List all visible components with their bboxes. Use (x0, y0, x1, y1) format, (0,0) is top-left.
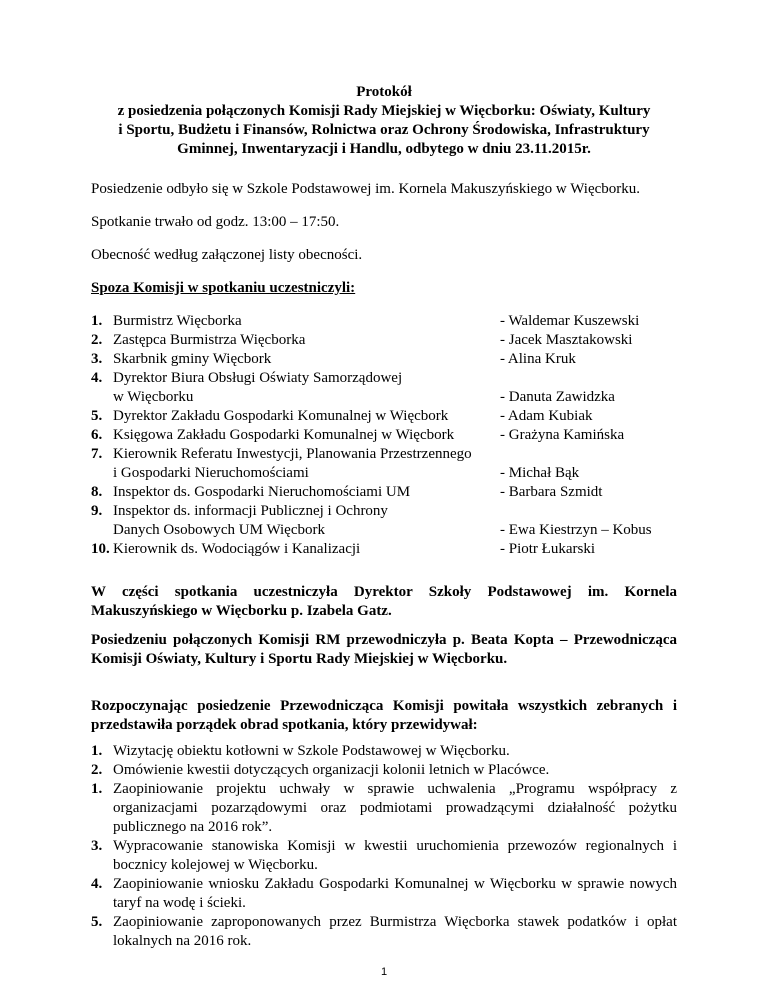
agenda-item: 5. Zaopiniowanie zaproponowanych przez Burmistrza Więcborka stawek podatków i opłat lokalnych na 2016 rok. (91, 914, 677, 949)
agenda-item: 1. Zaopiniowanie projektu uchwały w sprawie uchwalenia „Programu współpracy z organizacjami pozarządowymi oraz podmiotami prowadzącymi działalność pożytku publicznego na 2016 rok”. (91, 781, 677, 835)
meeting-location: Posiedzenie odbyło się w Szkole Podstawowej im. Kornela Makuszyńskiego w Więcborku. (91, 181, 641, 197)
agenda-item: 2. Omówienie kwestii dotyczących organizacji kolonii letnich w Placówce. (91, 762, 550, 778)
chair-note: Posiedzeniu połączonych Komisji RM przewodniczyła p. Beata Kopta – Przewodnicząca Komisji Oświaty, Kultury i Sportu Rady Miejskiej w Więcborku. (91, 632, 677, 667)
director-note: W części spotkania uczestniczyła Dyrektor Szkoły Podstawowej im. Kornela Makuszyńskiego w Więcborku p. Izabela Gatz. (91, 584, 677, 619)
attendance-note: Obecność według załączonej listy obecności. (91, 247, 363, 263)
page-number: 1 (380, 966, 388, 978)
document-subtitle-line-2: i Sportu, Budżetu i Finansów, Rolnictwa oraz Ochrony Środowiska, Infrastruktury (118, 122, 650, 138)
document-subtitle-line-3: Gminnej, Inwentaryzacji i Handlu, odbytego w dniu 23.11.2015r. (177, 141, 591, 157)
document-page: Protokół z posiedzenia połączonych Komisji Rady Miejskiej w Więcborku: Oświaty, Kultury i Sportu, Budżetu i Finansów, Rolnictwa oraz Ochrony Środowiska, Infrastruktury Gminnej, Inwentaryzacji i Handlu, odbytego w dniu 23.11.2015r. Posiedzenie odbyło się w Szkole Podstawowej im. Kornela Makuszyńskiego w Więcborku. Spotkanie trwało od godz. 13:00 – 17:50. Obecność według załączonej listy obecności. Spoza Komisji w spotkaniu uczestniczyli: 1. Burmistrz Więcborka - Waldemar Kuszewski 2. Zastępca Burmistrza Więcborka - Jacek Masztakowski 3. Skarbnik gminy Więcbork - Alina Kruk 4. Dyrektor Biura Obsługi Oświaty Samorządowej w Więcborku - Danuta Zawidzka 5. Dyrektor Zakładu Gospodarki Komunalnej w Więcbork - Adam Kubiak 6. Księgowa Zakładu Gospodarki Komunalnej w Więcbork - Grażyna Kamińska 7. Kierownik Referatu Inwestycji, Planowania Przestrzennego i Gospodarki Nieruchomościami - Michał Bąk 8. Inspektor ds. Gospodarki Nieruchomościami UM - Barbara Szmidt 9. Inspektor ds. informacji Publicznej i Ochrony Danych Osobowych UM Więcbork - Ewa Kiestrzyn – Kobus 10. Kierownik ds. Wodociągów i Kanalizacji - Piotr Łukarski W części spotkania uczestniczyła Dyrektor Szkoły Podstawowej im. Kornela Makuszyńskiego w Więcborku p. Izabela Gatz. Posiedzeniu połączonych Komisji RM przewodniczyła p. Beata Kopta – Przewodnicząca Komisji Oświaty, Kultury i Sportu Rady Miejskiej w Więcborku. Rozpoczynając posiedzenie Przewodnicząca Komisji powitała wszystkich zebranych i przedstawiła porządek obrad spotkania, który przewidywał: 1. Wizytację obiektu kotłowni w Szkole Podstawowej w Więcborku. 2. Omówienie kwestii dotyczących organizacji kolonii letnich w Placówce. 1. Zaopiniowanie projektu uchwały w sprawie uchwalenia „Programu współpracy z organizacjami pozarządowymi oraz podmiotami prowadzącymi działalność pożytku publicznego na 2016 rok”. 3. Wypracowanie stanowiska Komisji w kwestii uruchomienia przewozów regionalnych i bocznicy kolejowej w Więcborku. 4. Zaopiniowanie wniosku Zakładu Gospodarki Komunalnej w Więcborku w sprawie nowych taryf na wodę i ścieki. 5. Zaopiniowanie zaproponowanych przez Burmistrza Więcborka stawek podatków i opłat lokalnych na 2016 rok. 1 (0, 0, 768, 994)
document-title: Protokół (356, 84, 412, 100)
agenda-item: 3. Wypracowanie stanowiska Komisji w kwestii uruchomienia przewozów regionalnych i bocznicy kolejowej w Więcborku. (91, 838, 677, 873)
agenda-item: 4. Zaopiniowanie wniosku Zakładu Gospodarki Komunalnej w Więcborku w sprawie nowych taryf na wodę i ścieki. (91, 876, 677, 911)
agenda-item: 1. Wizytację obiektu kotłowni w Szkole Podstawowej w Więcborku. (91, 743, 510, 759)
meeting-time: Spotkanie trwało od godz. 13:00 – 17:50. (91, 214, 340, 230)
agenda-intro: Rozpoczynając posiedzenie Przewodnicząca Komisji powitała wszystkich zebranych i przedstawiła porządek obrad spotkania, który przewidywał: (91, 698, 677, 733)
participants-heading: Spoza Komisji w spotkaniu uczestniczyli: (91, 280, 356, 296)
document-subtitle-line-1: z posiedzenia połączonych Komisji Rady Miejskiej w Więcborku: Oświaty, Kultury (117, 103, 651, 119)
